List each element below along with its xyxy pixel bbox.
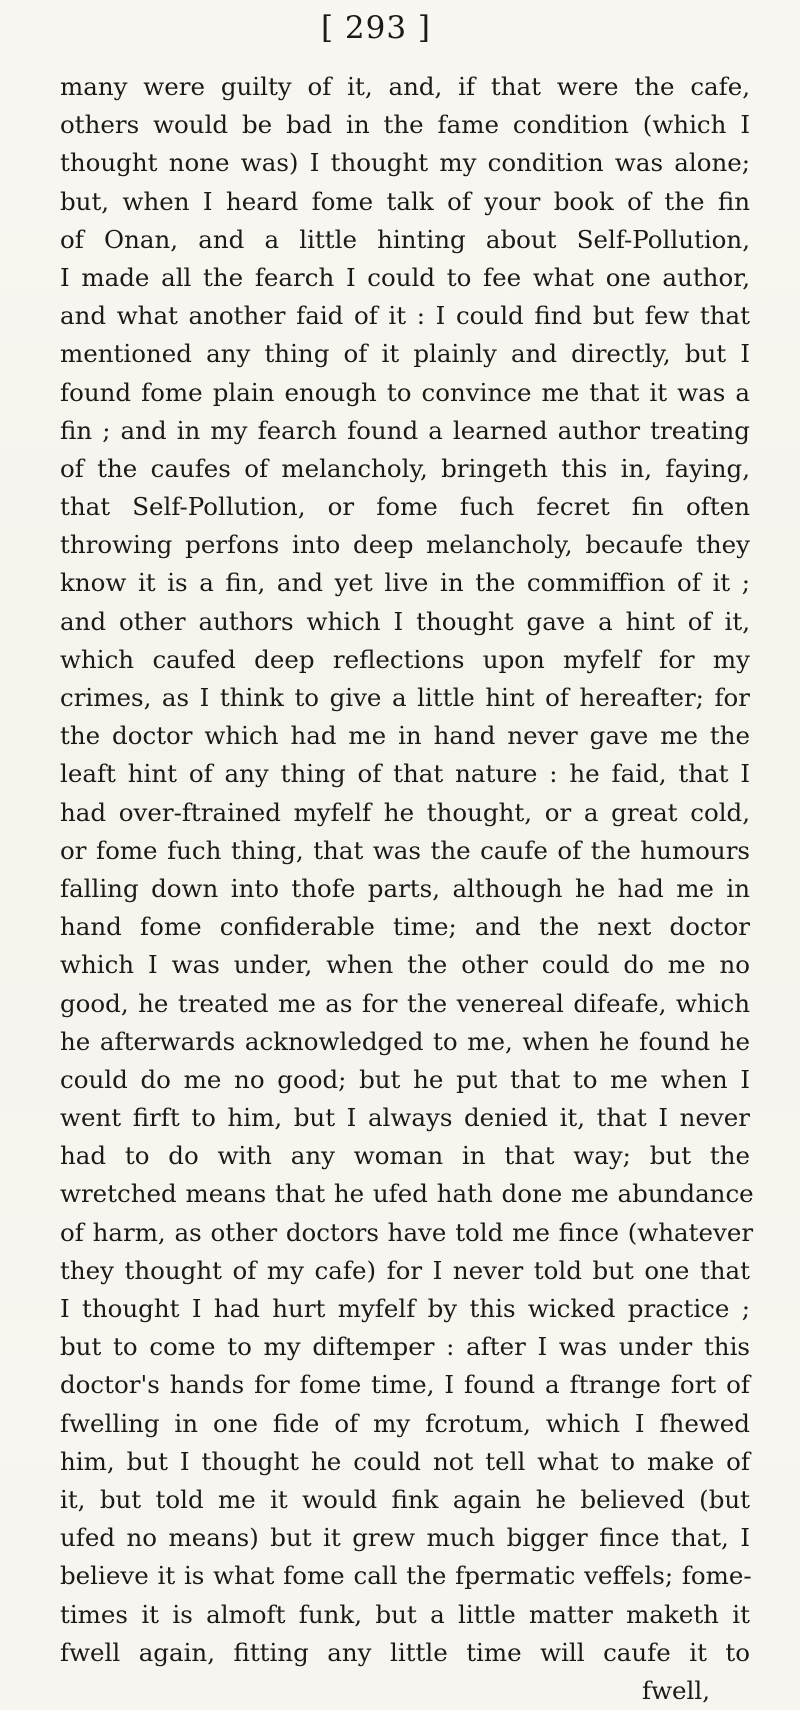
text-line: that Self-Pollution, or fome fuch fecret fin often [60,492,750,522]
text-line: many were guilty of it, and, if that were the cafe, [60,72,750,101]
text-line: good, he treated me as for the venereal difeafe, which [60,988,750,1018]
text-line: the doctor which had me in hand never gave me the [60,721,750,751]
text-line: others would be bad in the fame condition (which I [60,110,750,140]
text-line: which caufed deep reflections upon myfelf for my [60,644,750,674]
text-line: fwelling in one fide of my fcrotum, which I fhewed [60,1408,750,1438]
text-line: mentioned any thing of it plainly and directly, but I [60,339,750,369]
text-line: or fome fuch thing, that was the caufe of the humours [60,835,750,865]
text-line: but to come to my diftemper : after I was under this [60,1332,750,1362]
text-line: he afterwards acknowledged to me, when he found he [60,1026,750,1056]
text-line: which I was under, when the other could do me no [60,950,750,980]
text-line: falling down into thofe parts, although he had me in [60,873,750,903]
text-line: but, when I heard fome talk of your book of the fin [60,186,750,216]
text-line: had to do with any woman in that way; but the [60,1141,750,1171]
text-line: hand fome confiderable time; and the next doctor [60,912,750,942]
text-line: know it is a fin, and yet live in the commiffion of it ; [60,568,750,598]
text-line: leaft hint of any thing of that nature : he faid, that I [60,759,750,789]
text-line: and other authors which I thought gave a hint of it, [60,606,750,636]
text-line: throwing perfons into deep melancholy, becaufe they [60,530,750,560]
text-line: him, but I thought he could not tell what to make of [60,1446,750,1476]
text-line: wretched means that he ufed hath done me abundance [60,1179,754,1209]
page-number: [ 293 ] [320,10,432,46]
text-line: ufed no means) but it grew much bigger fince that, I [60,1523,750,1553]
text-line: thought none was) I thought my condition was alone; [60,148,750,178]
text-line: and what another faid of it : I could find but few that [60,301,750,331]
text-line: of Onan, and a little hinting about Self-Pollution, [60,224,750,254]
text-line: went firft to him, but I always denied it, that I never [60,1103,750,1133]
text-line: fwell again, fitting any little time will caufe it to [60,1637,750,1667]
text-line: had over-ftrained myfelf he thought, or a great cold, [60,797,750,827]
text-line: believe it is what fome call the fpermatic veffels; fome- [60,1561,752,1591]
text-line: could do me no good; but he put that to me when I [60,1064,750,1094]
text-line: times it is almoft funk, but a little matter maketh it [60,1599,750,1629]
catchword: fwell, [642,1675,710,1705]
text-line: of the caufes of melancholy, bringeth this in, faying, [60,453,750,483]
text-line: doctor's hands for fome time, I found a ftrange fort of [60,1370,750,1400]
text-line: of harm, as other doctors have told me fince (whatever [60,1217,754,1247]
text-line: they thought of my cafe) for I never told but one that [60,1255,750,1285]
text-line: found fome plain enough to convince me that it was a [60,377,750,407]
text-line: crimes, as I think to give a little hint of hereafter; for [60,683,750,712]
text-line: I made all the fearch I could to fee what one author, [60,262,750,292]
text-line: I thought I had hurt myfelf by this wicked practice ; [60,1294,750,1323]
text-line: it, but told me it would fink again he believed (but [60,1484,750,1514]
text-line: fin ; and in my fearch found a learned author treating [60,415,750,445]
